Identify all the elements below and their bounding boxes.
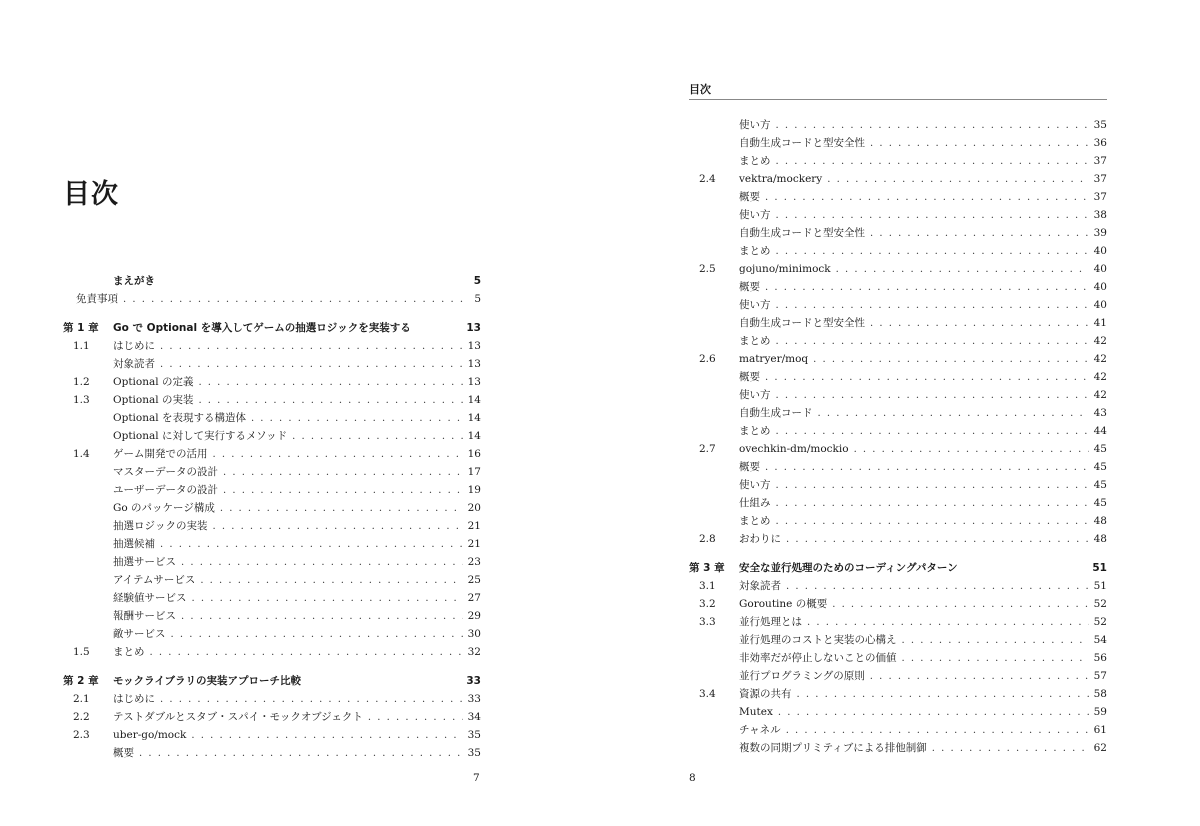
- toc-leader-dots: [166, 626, 464, 644]
- toc-entry-page: 37: [1093, 155, 1107, 167]
- toc-entry-page: 36: [1093, 137, 1107, 149]
- toc-entry-page: 27: [467, 592, 481, 604]
- toc-entry-page: 62: [1093, 742, 1107, 754]
- toc-chapter-entry[interactable]: [63, 272, 481, 290]
- toc-subsection-entry[interactable]: [689, 332, 1107, 350]
- toc-entry-page: 16: [467, 448, 481, 460]
- toc-entry-page: 14: [467, 430, 481, 442]
- toc-leader-dots: [813, 405, 1090, 423]
- toc-entry-page: 20: [467, 502, 481, 514]
- toc-entry-title: 報酬サービス: [113, 610, 176, 622]
- toc-leader-dots: [822, 171, 1089, 189]
- toc-entry-title: 資源の共有: [739, 688, 792, 700]
- toc-title: 目次: [63, 179, 119, 210]
- toc-entry-title: 抽選ロジックの実装: [113, 520, 208, 532]
- toc-entry-page: 14: [467, 394, 481, 406]
- toc-subsection-entry[interactable]: [689, 386, 1107, 404]
- toc-entry-number: 2.3: [73, 729, 90, 741]
- toc-entry-title: ユーザーデータの設計: [113, 484, 218, 496]
- toc-entry-number: 2.5: [699, 263, 716, 275]
- toc-subsection-entry[interactable]: [63, 589, 481, 607]
- toc-entry-title: まとめ: [739, 245, 771, 257]
- toc-entry-page: 57: [1093, 670, 1107, 682]
- toc-subsection-entry[interactable]: [63, 553, 481, 571]
- toc-section-entry[interactable]: [689, 260, 1107, 278]
- toc-leader-dots: [246, 410, 463, 428]
- toc-leader-dots: [771, 333, 1090, 351]
- toc-entry-title: Optional の実装: [113, 394, 194, 406]
- toc-leader-dots: [193, 374, 463, 392]
- toc-leader-dots: [363, 709, 463, 727]
- toc-subsection-entry[interactable]: [689, 739, 1107, 757]
- toc-leader-dots: [195, 572, 463, 590]
- right-page: [600, 0, 1200, 826]
- toc-entry-title: 抽選候補: [113, 538, 155, 550]
- toc-entry-title: Goroutine の概要: [739, 598, 828, 610]
- toc-entry-title: Go で Optional を導入してゲームの抽選ロジックを実装する: [113, 322, 411, 334]
- toc-subsection-entry[interactable]: [689, 703, 1107, 721]
- toc-subsection-entry[interactable]: [689, 296, 1107, 314]
- page-number-left: 7: [473, 772, 480, 784]
- toc-entry-title: 概要: [739, 461, 760, 473]
- toc-entry-title: 自動生成コードと型安全性: [739, 137, 865, 149]
- toc-leader-dots: [771, 477, 1090, 495]
- toc-leader-dots: [808, 351, 1089, 369]
- toc-entry-title: 免責事項: [76, 293, 118, 305]
- toc-entry-number: 1.4: [73, 448, 90, 460]
- toc-entry-title: はじめに: [113, 693, 155, 705]
- toc-leader-dots: [287, 428, 463, 446]
- toc-leader-dots: [771, 513, 1090, 531]
- toc-entry-page: 54: [1093, 634, 1107, 646]
- toc-entry-title: 概要: [113, 747, 134, 759]
- toc-leader-dots: [176, 554, 463, 572]
- toc-subsection-entry[interactable]: [63, 481, 481, 499]
- toc-entry-number: 3.3: [699, 616, 716, 628]
- toc-entry-title: 使い方: [739, 389, 771, 401]
- toc-leader-dots: [215, 500, 463, 518]
- toc-entry-page: 52: [1093, 598, 1107, 610]
- toc-entry-number: 2.8: [699, 533, 716, 545]
- toc-leader-dots: [865, 668, 1089, 686]
- toc-entry-title: Mutex: [739, 706, 773, 718]
- toc-leader-dots: [771, 423, 1090, 441]
- toc-section-entry[interactable]: [689, 440, 1107, 458]
- toc-entry-number: 2.7: [699, 443, 716, 455]
- toc-subsection-entry[interactable]: [689, 458, 1107, 476]
- toc-entry-page: 40: [1093, 263, 1107, 275]
- toc-subsection-entry[interactable]: [689, 134, 1107, 152]
- toc-subsection-entry[interactable]: [689, 649, 1107, 667]
- toc-leader-dots: [771, 297, 1090, 315]
- toc-entry-title: まとめ: [739, 425, 771, 437]
- toc-subsection-entry[interactable]: [63, 409, 481, 427]
- toc-leader-dots: [218, 464, 463, 482]
- toc-leader-dots: [781, 722, 1089, 740]
- toc-leader-dots: [781, 578, 1089, 596]
- toc-list-left: [63, 272, 481, 762]
- toc-entry-title: 自動生成コード: [739, 407, 813, 419]
- toc-entry-title: まとめ: [739, 335, 771, 347]
- toc-entry-title: 使い方: [739, 119, 771, 131]
- toc-section-entry[interactable]: [689, 613, 1107, 631]
- toc-leader-dots: [773, 704, 1089, 722]
- toc-entry-title: 自動生成コードと型安全性: [739, 227, 865, 239]
- toc-leader-dots: [155, 691, 463, 709]
- toc-entry-title: まとめ: [739, 155, 771, 167]
- toc-subsection-entry[interactable]: [689, 188, 1107, 206]
- toc-entry-title: 使い方: [739, 299, 771, 311]
- toc-entry-page: 34: [467, 711, 481, 723]
- toc-leader-dots: [897, 632, 1090, 650]
- toc-subsection-entry[interactable]: [689, 422, 1107, 440]
- toc-entry-title: Optional に対して実行するメソッド: [113, 430, 288, 442]
- toc-leader-dots: [176, 608, 463, 626]
- toc-entry-number: 3.1: [699, 580, 716, 592]
- toc-entry-number: 2.2: [73, 711, 90, 723]
- toc-entry-title: 概要: [739, 281, 760, 293]
- toc-subsection-entry[interactable]: [689, 667, 1107, 685]
- toc-entry-page: 33: [467, 693, 481, 705]
- toc-entry-title: 概要: [739, 371, 760, 383]
- toc-entry-number: 第 3 章: [689, 562, 725, 574]
- toc-entry-number: 2.4: [699, 173, 716, 185]
- toc-entry-page: 44: [1093, 425, 1107, 437]
- toc-leader-dots: [771, 207, 1090, 225]
- toc-subsection-entry[interactable]: [63, 517, 481, 535]
- toc-entry-page: 37: [1093, 173, 1107, 185]
- toc-section-entry[interactable]: [63, 337, 481, 355]
- toc-entry-page: 42: [1093, 389, 1107, 401]
- toc-leader-dots: [771, 153, 1090, 171]
- toc-entry-title: Optional の定義: [113, 376, 194, 388]
- toc-leader-dots: [208, 446, 464, 464]
- toc-entry-page: 37: [1093, 191, 1107, 203]
- toc-section-entry[interactable]: [63, 373, 481, 391]
- toc-entry-page: 17: [467, 466, 481, 478]
- toc-entry-page: 45: [1093, 497, 1107, 509]
- toc-entry-page: 56: [1093, 652, 1107, 664]
- toc-leader-dots: [186, 727, 463, 745]
- toc-entry-page: 35: [1093, 119, 1107, 131]
- toc-entry-number: 1.3: [73, 394, 90, 406]
- toc-entry-title: まえがき: [113, 275, 155, 287]
- toc-entry-title: 対象読者: [113, 358, 155, 370]
- toc-entry-title: 経験値サービス: [113, 592, 187, 604]
- toc-entry-page: 59: [1093, 706, 1107, 718]
- toc-subsection-entry[interactable]: [689, 631, 1107, 649]
- toc-entry-page: 5: [473, 275, 481, 287]
- toc-subsection-entry[interactable]: [63, 607, 481, 625]
- toc-leader-dots: [781, 531, 1089, 549]
- toc-entry-number: 1.5: [73, 646, 90, 658]
- toc-entry-page: 42: [1093, 371, 1107, 383]
- toc-section-entry[interactable]: [689, 595, 1107, 613]
- toc-entry-page: 13: [466, 322, 481, 334]
- toc-section-entry[interactable]: [63, 643, 481, 661]
- toc-leader-dots: [802, 614, 1089, 632]
- toc-entry-page: 40: [1093, 299, 1107, 311]
- toc-entry-page: 35: [467, 729, 481, 741]
- toc-leader-dots: [218, 482, 463, 500]
- toc-entry-title: 並行処理のコストと実装の心構え: [739, 634, 897, 646]
- toc-entry-page: 39: [1093, 227, 1107, 239]
- toc-subsection-entry[interactable]: [63, 499, 481, 517]
- toc-leader-dots: [134, 745, 463, 763]
- toc-entry-title: おわりに: [739, 533, 781, 545]
- toc-subsection-entry[interactable]: [63, 625, 481, 643]
- toc-entry-title: 並行プログラミングの原則: [739, 670, 865, 682]
- toc-section-entry[interactable]: [63, 445, 481, 463]
- toc-entry-title: 非効率だが停止しないことの価値: [739, 652, 897, 664]
- toc-entry-title: 安全な並行処理のためのコーディングパターン: [739, 562, 958, 574]
- toc-entry-page: 23: [467, 556, 481, 568]
- toc-entry-page: 45: [1093, 461, 1107, 473]
- toc-entry-page: 41: [1093, 317, 1107, 329]
- toc-entry-title: vektra/mockery: [739, 173, 823, 185]
- toc-section-entry[interactable]: [689, 685, 1107, 703]
- toc-leader-dots: [849, 441, 1089, 459]
- toc-entry-page: 42: [1093, 353, 1107, 365]
- toc-section-entry[interactable]: [689, 577, 1107, 595]
- toc-leader-dots: [760, 189, 1089, 207]
- toc-leader-dots: [193, 392, 463, 410]
- toc-entry-title: matryer/moq: [739, 353, 809, 365]
- toc-entry-page: 21: [467, 538, 481, 550]
- toc-leader-dots: [827, 596, 1089, 614]
- toc-leader-dots: [145, 644, 464, 662]
- toc-chapter-entry[interactable]: [689, 559, 1107, 577]
- toc-entry-title: Optional を表現する構造体: [113, 412, 246, 424]
- toc-subsection-entry[interactable]: [63, 535, 481, 553]
- running-head: 目次: [689, 81, 1107, 100]
- toc-entry-title: 仕組み: [739, 497, 771, 509]
- toc-leader-dots: [118, 291, 463, 309]
- toc-entry-number: 第 1 章: [63, 322, 99, 334]
- toc-subsection-entry[interactable]: [689, 206, 1107, 224]
- toc-section-entry[interactable]: [63, 690, 481, 708]
- toc-entry-page: 35: [467, 747, 481, 759]
- toc-entry-number: 2.6: [699, 353, 716, 365]
- toc-subsection-entry[interactable]: [689, 512, 1107, 530]
- toc-section-entry[interactable]: [689, 170, 1107, 188]
- toc-entry-title: 並行処理とは: [739, 616, 802, 628]
- toc-entry-number: 1.2: [73, 376, 90, 388]
- toc-entry-title: チャネル: [739, 724, 781, 736]
- toc-entry-title: まとめ: [739, 515, 771, 527]
- toc-leader-dots: [760, 369, 1089, 387]
- toc-entry-page: 30: [467, 628, 481, 640]
- toc-leader-dots: [771, 243, 1090, 261]
- toc-entry-page: 19: [467, 484, 481, 496]
- toc-entry-page: 61: [1093, 724, 1107, 736]
- toc-entry-page: 33: [466, 675, 481, 687]
- toc-leader-dots: [831, 261, 1089, 279]
- toc-leader-dots: [865, 315, 1089, 333]
- toc-section-entry[interactable]: [63, 726, 481, 744]
- toc-leader-dots: [792, 686, 1090, 704]
- toc-entry-title: ゲーム開発での活用: [113, 448, 208, 460]
- toc-subsection-entry[interactable]: [63, 571, 481, 589]
- toc-entry-page: 51: [1093, 580, 1107, 592]
- toc-subsection-entry[interactable]: [63, 744, 481, 762]
- toc-entry-page: 43: [1093, 407, 1107, 419]
- toc-subsection-entry[interactable]: [689, 404, 1107, 422]
- toc-entry-title: モックライブラリの実装アプローチ比較: [113, 675, 302, 687]
- toc-subsection-entry[interactable]: [689, 116, 1107, 134]
- toc-subsection-entry[interactable]: [63, 427, 481, 445]
- toc-subsection-entry[interactable]: [63, 290, 481, 308]
- toc-subsection-entry[interactable]: [689, 476, 1107, 494]
- toc-entry-number: 1.1: [73, 340, 90, 352]
- toc-entry-page: 48: [1093, 515, 1107, 527]
- toc-entry-page: 13: [467, 340, 481, 352]
- toc-leader-dots: [927, 740, 1089, 758]
- toc-entry-number: 2.1: [73, 693, 90, 705]
- toc-entry-page: 45: [1093, 479, 1107, 491]
- toc-subsection-entry[interactable]: [689, 278, 1107, 296]
- toc-subsection-entry[interactable]: [689, 224, 1107, 242]
- toc-leader-dots: [771, 387, 1090, 405]
- toc-leader-dots: [155, 338, 463, 356]
- toc-subsection-entry[interactable]: [63, 463, 481, 481]
- page-number-right: 8: [689, 772, 696, 784]
- toc-chapter-entry[interactable]: [63, 319, 481, 337]
- toc-leader-dots: [865, 135, 1089, 153]
- toc-section-entry[interactable]: [689, 530, 1107, 548]
- toc-entry-page: 40: [1093, 245, 1107, 257]
- toc-entry-title: 対象読者: [739, 580, 781, 592]
- toc-leader-dots: [187, 590, 464, 608]
- toc-entry-page: 58: [1093, 688, 1107, 700]
- toc-entry-title: ovechkin-dm/mockio: [739, 443, 849, 455]
- toc-entry-number: 3.2: [699, 598, 716, 610]
- toc-entry-title: マスターデータの設計: [113, 466, 218, 478]
- toc-entry-title: 自動生成コードと型安全性: [739, 317, 865, 329]
- toc-section-entry[interactable]: [63, 708, 481, 726]
- toc-entry-title: アイテムサービス: [113, 574, 196, 586]
- toc-chapter-entry[interactable]: [63, 672, 481, 690]
- toc-entry-title: はじめに: [113, 340, 155, 352]
- toc-list-right: [689, 116, 1107, 757]
- toc-subsection-entry[interactable]: [689, 721, 1107, 739]
- toc-entry-page: 52: [1093, 616, 1107, 628]
- toc-entry-number: 第 2 章: [63, 675, 99, 687]
- toc-leader-dots: [155, 356, 463, 374]
- toc-entry-page: 48: [1093, 533, 1107, 545]
- toc-subsection-entry[interactable]: [63, 355, 481, 373]
- toc-leader-dots: [865, 225, 1089, 243]
- toc-entry-page: 25: [467, 574, 481, 586]
- toc-subsection-entry[interactable]: [689, 494, 1107, 512]
- toc-entry-page: 13: [467, 358, 481, 370]
- toc-entry-page: 5: [474, 293, 481, 305]
- toc-entry-page: 32: [467, 646, 481, 658]
- toc-entry-number: 3.4: [699, 688, 716, 700]
- toc-entry-page: 29: [467, 610, 481, 622]
- toc-leader-dots: [155, 536, 463, 554]
- toc-entry-page: 51: [1092, 562, 1107, 574]
- toc-entry-page: 13: [467, 376, 481, 388]
- toc-entry-title: 敵サービス: [113, 628, 166, 640]
- toc-subsection-entry[interactable]: [689, 242, 1107, 260]
- toc-leader-dots: [760, 459, 1089, 477]
- toc-entry-page: 14: [467, 412, 481, 424]
- toc-subsection-entry[interactable]: [689, 314, 1107, 332]
- toc-leader-dots: [771, 495, 1090, 513]
- toc-section-entry[interactable]: [689, 350, 1107, 368]
- toc-entry-title: まとめ: [113, 646, 145, 658]
- toc-entry-title: 使い方: [739, 479, 771, 491]
- toc-entry-title: テストダブルとスタブ・スパイ・モックオブジェクト: [113, 711, 363, 723]
- toc-leader-dots: [760, 279, 1089, 297]
- toc-entry-title: 概要: [739, 191, 760, 203]
- toc-entry-page: 38: [1093, 209, 1107, 221]
- toc-leader-dots: [771, 117, 1090, 135]
- toc-entry-page: 45: [1093, 443, 1107, 455]
- toc-entry-page: 42: [1093, 335, 1107, 347]
- toc-subsection-entry[interactable]: [689, 152, 1107, 170]
- toc-entry-title: 複数の同期プリミティブによる排他制御: [739, 742, 927, 754]
- toc-entry-title: 抽選サービス: [113, 556, 176, 568]
- toc-section-entry[interactable]: [63, 391, 481, 409]
- toc-leader-dots: [208, 518, 464, 536]
- toc-subsection-entry[interactable]: [689, 368, 1107, 386]
- toc-entry-page: 21: [467, 520, 481, 532]
- toc-entry-title: Go のパッケージ構成: [113, 502, 215, 514]
- toc-entry-title: 使い方: [739, 209, 771, 221]
- toc-entry-title: uber-go/mock: [113, 729, 187, 741]
- toc-entry-title: gojuno/minimock: [739, 263, 831, 275]
- toc-leader-dots: [897, 650, 1090, 668]
- toc-entry-page: 40: [1093, 281, 1107, 293]
